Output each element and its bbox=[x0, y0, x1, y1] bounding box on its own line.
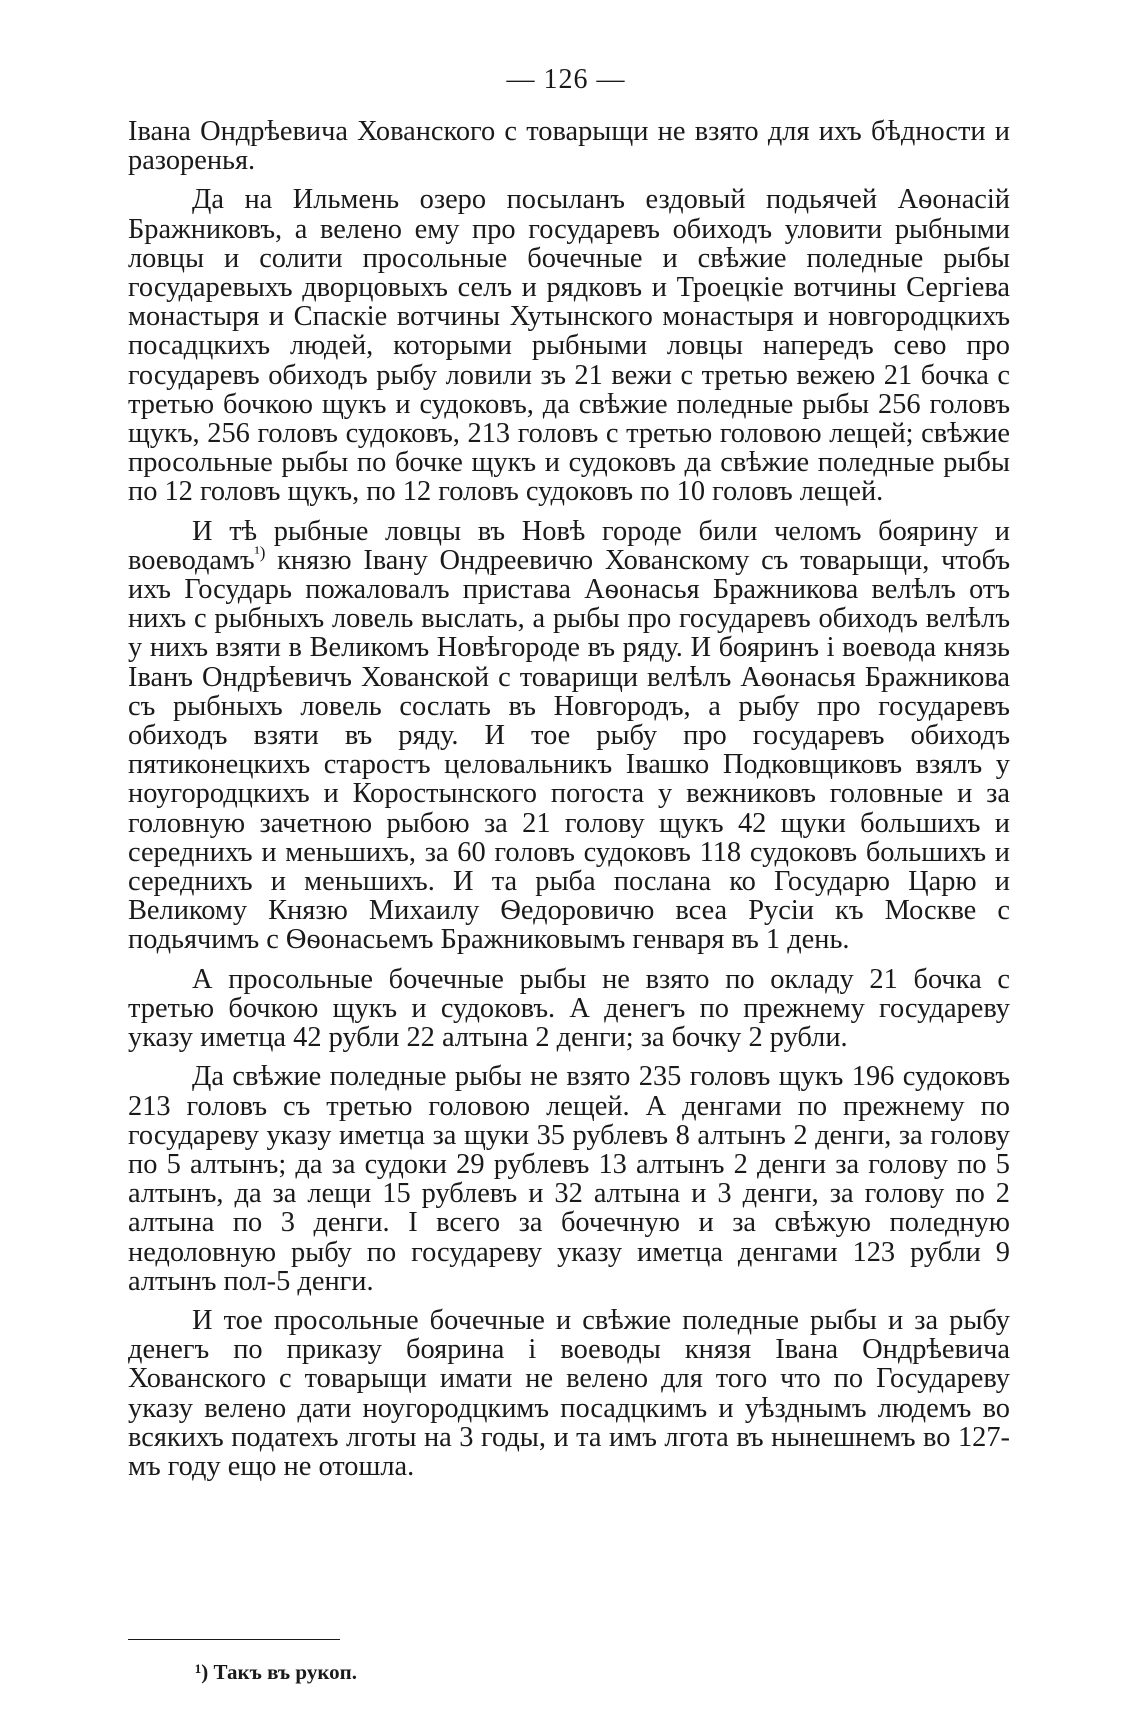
body-text bbox=[128, 117, 1010, 1481]
paragraph-5: Да свѣжие поледные рыбы не взято 235 головъ щукъ 196 судоковъ 213 головъ съ третью головою лещей. А денгами по прежнему по государеву указу иметца за щуки 35 рублевъ 8 алтынъ 2 денги, за голову по 5 алтынъ; да за судоки 29 рублевъ 13 алтынъ 2 денги за голову по 5 алтынъ, да за лещи 15 рублевъ и 32 алтына и 3 денги, за голову по 2 алтына по 3 денги. І всего за бочечную и за свѣжую поледную недоловную рыбу по государеву указу иметца денгами 123 рубли 9 алтынъ пол-5 денги. bbox=[128, 1061, 1010, 1297]
paragraph-1: Івана Ондрѣевича Хованского с товарыщи не взято для ихъ бѣдности и разоренья. bbox=[128, 116, 1010, 177]
paragraph-3-rest: князю Івану Ондреевичю Хованскому съ товарыщи, чтобъ ихъ Государь пожаловалъ пристава Аѳонасья Бражникова велѣлъ отъ нихъ с рыбныхъ ловель выслать, а рыбы про государевъ обиходъ велѣлъ у нихъ взяти в Великомъ Новѣгороде въ ряду. И бояринъ і воевода князь Іванъ Ондрѣевичъ Хованской с товарищи велѣлъ Аѳонасья Бражникова съ рыбныхъ ловель сослать въ Новгородъ, а рыбу про государевъ обиходъ взяти въ ряду. И тое рыбу про государевъ обиходъ пятиконецкихъ старостъ целовальникъ Івашко Подковщиковъ взялъ у ноугородцкихъ и Коростынского погоста у вежниковъ головные и за головную зачетною рыбою за 21 голову щукъ 42 щуки большихъ и середнихъ и меньшихъ, за 60 головъ судоковъ 118 судоковъ большихъ и середнихъ и меньшихъ. И та рыба послана ко Государю Царю и Великому Князю Михаилу Ѳедоровичю всеа Русіи къ Москве с подьячимъ с Ѳѳонасьемъ Бражниковымъ генваря въ 1 день. bbox=[128, 544, 1010, 956]
page-number: — 126 — bbox=[506, 64, 626, 95]
footnote-divider bbox=[128, 1639, 340, 1640]
paragraph-4: А просольные бочечные рыбы не взято по окладу 21 бочка с третью бочкою щукъ и судоковъ. А денегъ по прежнему государеву указу иметца 42 рубли 22 алтына 2 денги; за бочку 2 рубли. bbox=[128, 963, 1010, 1054]
footnote: ¹) Такъ въ рукоп. bbox=[195, 1660, 358, 1684]
footnote-reference[interactable]: ¹) bbox=[254, 542, 266, 562]
paragraph-3 bbox=[128, 517, 1010, 955]
paragraph-6: И тое просольные бочечные и свѣжие поледные рыбы и за рыбу денегъ по приказу боярина і воеводы князя Івана Ондрѣевича Хованского с товарыщи имати не велено для того что по Государеву указу велено дати ноугородцкимъ посадцкимъ и уѣзднымъ людемъ во всякихъ податехъ лготы на 3 годы, и та имъ лгота въ нынешнемъ во 127-мъ году ещо не отошла. bbox=[128, 1304, 1010, 1482]
paragraph-3-start: И тѣ рыбные ловцы въ Новѣ городе били челомъ боярину и воеводамъ bbox=[128, 515, 1010, 576]
paragraph-2: Да на Ильмень озеро посыланъ ездовый подьячей Аѳонасій Бражниковъ, а велено ему про государевъ обиходъ уловити рыбными ловцы и солити просольные бочечные и свѣжие поледные рыбы государевыхъ дворцовыхъ селъ и рядковъ и Троецкіе вотчины Сергіева монастыря и Спаскіе вотчины Хутынского монастыря и новгородцкихъ посадцкихъ людей, которыми рыбными ловцы напередъ сево про государевъ обиходъ рыбу ловили зъ 21 вежи с третью вежею 21 бочка с третью бочкою щукъ и судоковъ, да свѣжие поледные рыбы 256 головъ щукъ, 256 головъ судоковъ, 213 головъ с третью головою лещей; свѣжие просольные рыбы по бочке щукъ и судоковъ да свѣжие поледные рыбы по 12 головъ щукъ, по 12 головъ судоковъ по 10 головъ лещей. bbox=[128, 184, 1010, 508]
